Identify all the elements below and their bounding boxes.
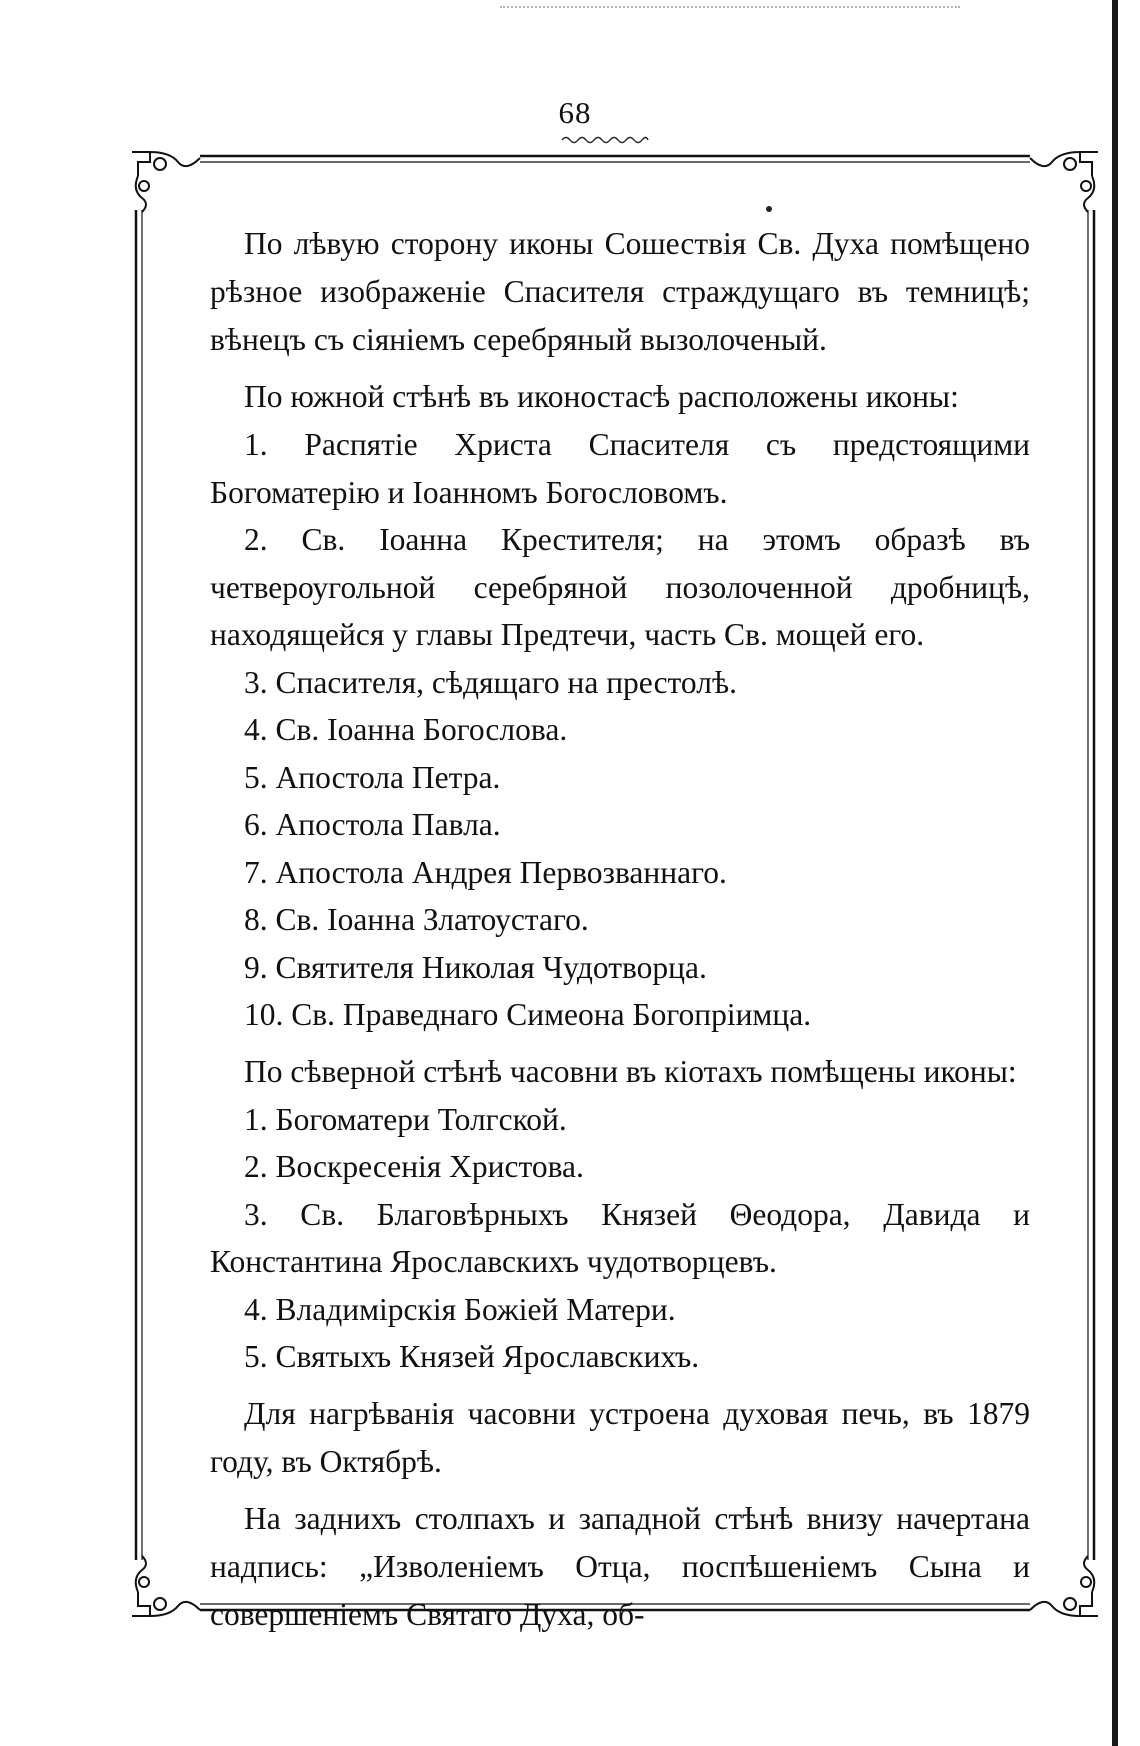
south-wall-icon-list bbox=[210, 421, 1030, 1039]
list-item: 2. Св. Іоанна Крестителя; на этомъ образѣ въ четвероугольной серебряной позолоченной дробницѣ, находящейся у главы Предтечи, часть Св. мощей его. bbox=[210, 522, 1030, 652]
list-item: 2. Воскресенія Христова. bbox=[244, 1149, 584, 1184]
paragraph-inscription: На заднихъ столпахъ и западной стѣнѣ внизу начертана надпись: „Изволеніемъ Отца, поспѣшеніемъ Сына и совершеніемъ Святаго Духа, об- bbox=[210, 1500, 1030, 1632]
list-item: 4. Св. Іоанна Богослова. bbox=[244, 712, 568, 747]
text-body bbox=[210, 220, 1030, 1639]
list-item: 5. Апостола Петра. bbox=[244, 759, 501, 795]
page-number: 68 bbox=[558, 95, 592, 130]
paragraph-south-wall-intro: По южной стѣнѣ въ иконостасѣ расположены иконы: bbox=[244, 379, 959, 414]
paragraph-north-wall-intro: По сѣверной стѣнѣ часовни въ кіотахъ помѣщены иконы: bbox=[244, 1053, 1017, 1089]
north-wall-icon-list bbox=[210, 1096, 1030, 1381]
list-item: 7. Апостола Андрея Первозваннаго. bbox=[244, 854, 727, 890]
list-item: 3. Спасителя, сѣдящаго на престолѣ. bbox=[244, 664, 737, 700]
scan-specks bbox=[500, 6, 960, 11]
page-number-ornament bbox=[560, 134, 650, 146]
list-item: 10. Св. Праведнаго Симеона Богопріимца. bbox=[244, 997, 812, 1032]
list-item: 1. Богоматери Толгской. bbox=[244, 1101, 567, 1137]
list-item: 4. Владимірскія Божіей Матери. bbox=[244, 1291, 676, 1327]
list-item: 8. Св. Іоанна Златоустаго. bbox=[244, 902, 589, 937]
list-item: 1. Распятіе Христа Спасителя съ предстоящими Богоматерію и Іоанномъ Богословомъ. bbox=[210, 427, 1030, 510]
list-item: 5. Святыхъ Князей Ярославскихъ. bbox=[244, 1339, 700, 1374]
list-item: 3. Св. Благовѣрныхъ Князей Θеодора, Давида и Константина Ярославскихъ чудотворцевъ. bbox=[210, 1196, 1030, 1279]
paragraph-heating: Для нагрѣванія часовни устроена духовая печь, въ 1879 году, въ Октябрѣ. bbox=[210, 1395, 1030, 1479]
list-item: 6. Апостола Павла. bbox=[244, 807, 501, 842]
list-item: 9. Святителя Николая Чудотворца. bbox=[244, 949, 707, 985]
page-edge-shadow bbox=[1112, 0, 1118, 1746]
ink-speck bbox=[766, 206, 772, 212]
paragraph-left-side-icon: По лѣвую сторону иконы Сошествія Св. Духа помѣщено рѣзное изображеніе Спасителя страждущаго въ темницѣ; вѣнецъ съ сіяніемъ серебряный вызолоченый. bbox=[210, 226, 1030, 357]
